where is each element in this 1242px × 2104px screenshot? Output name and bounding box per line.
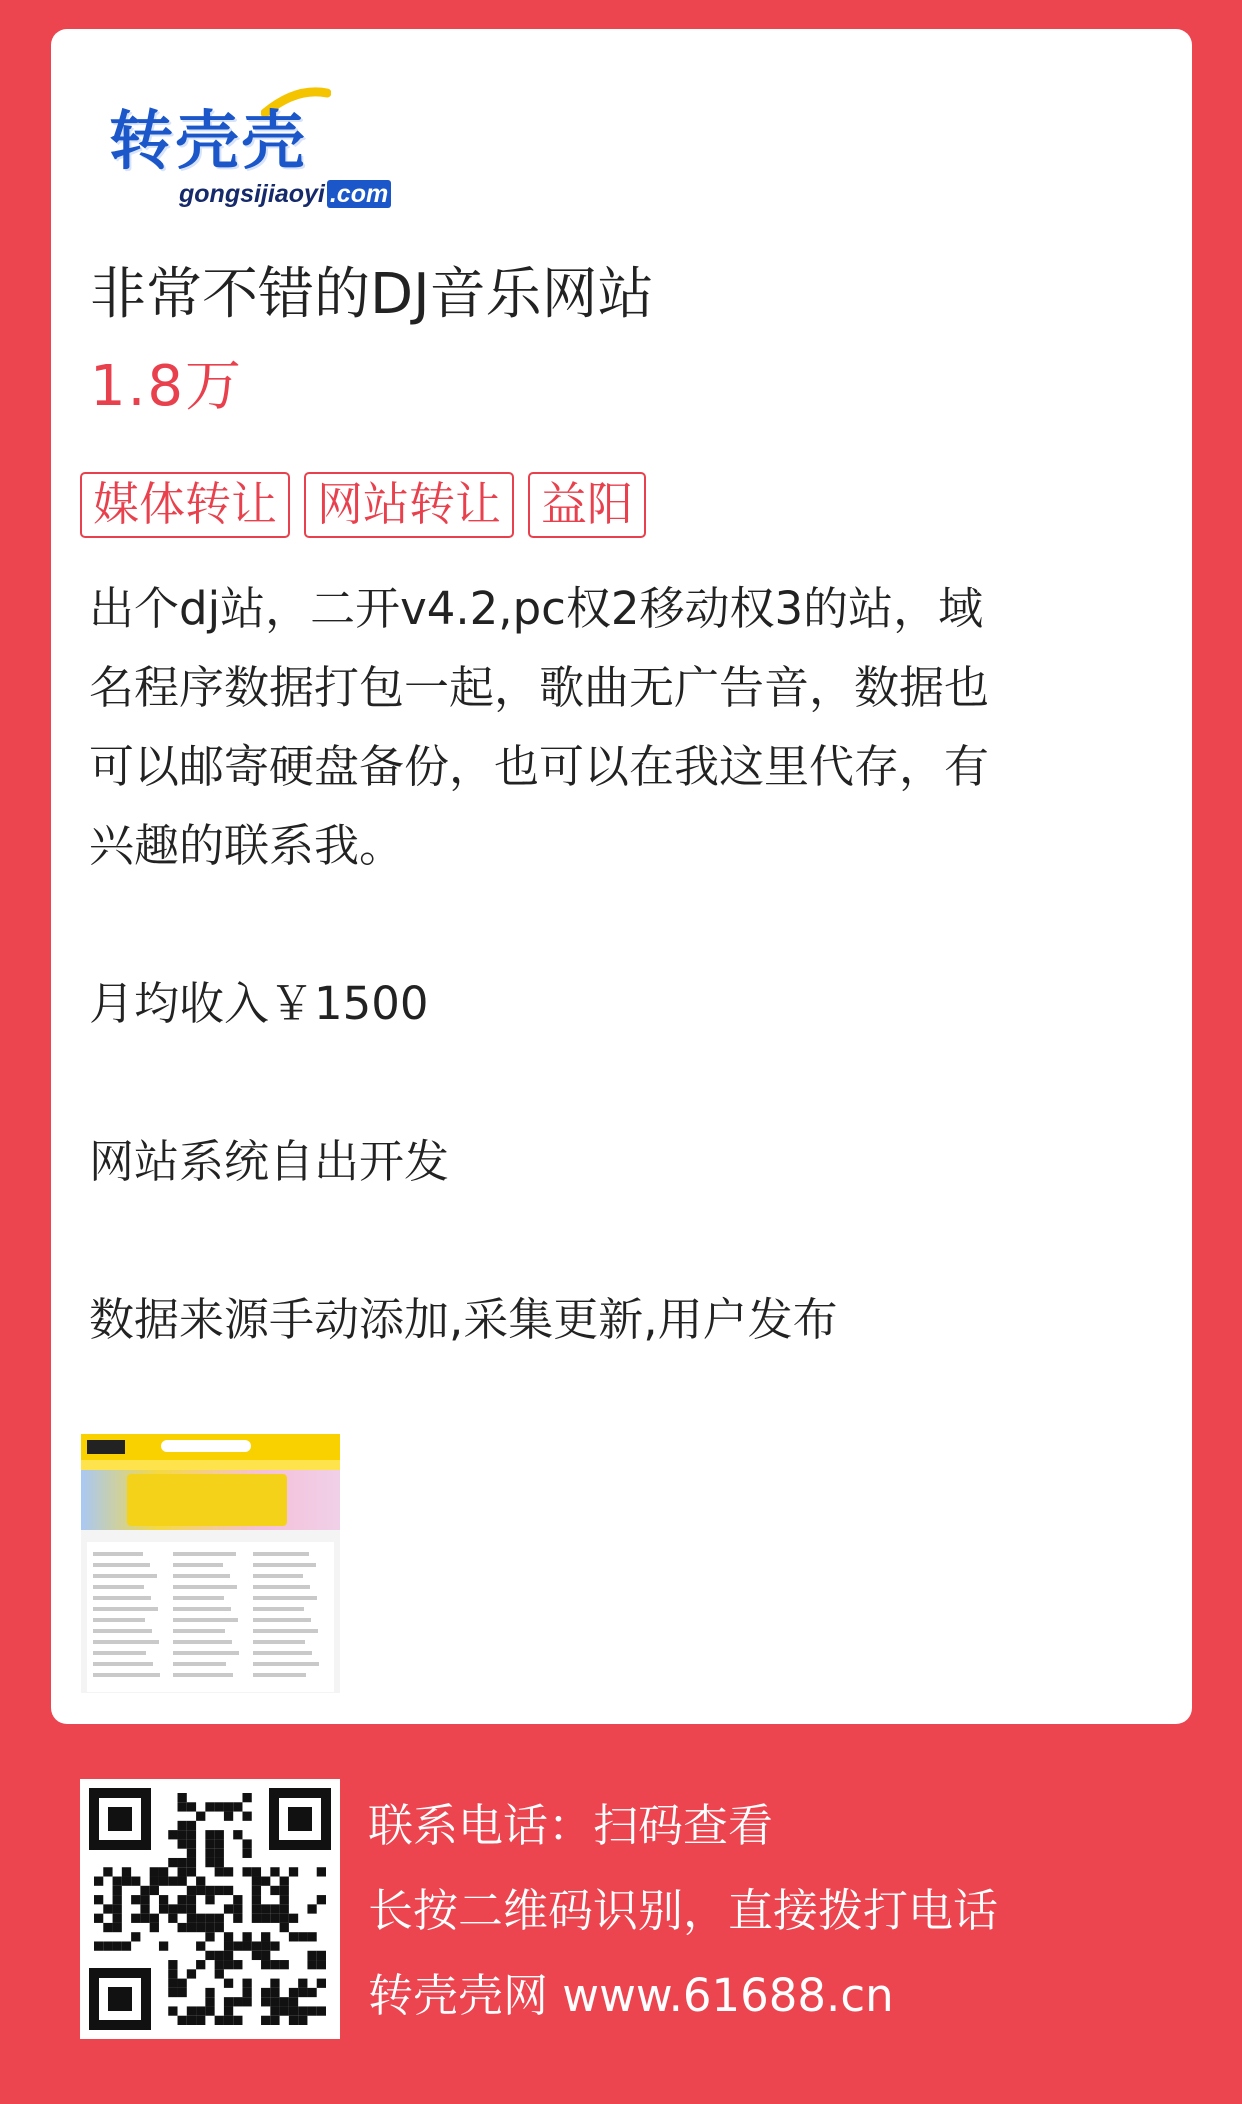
logo-domain-prefix: gongsijiaoyi <box>179 180 325 208</box>
website-screenshot-thumbnail[interactable] <box>81 1434 340 1693</box>
thumbnail-list-row <box>93 1585 144 1589</box>
thumbnail-list-row <box>253 1662 319 1666</box>
thumbnail-search-bar <box>161 1440 251 1452</box>
contact-hint: 长按二维码识别，直接拨打电话 <box>368 1884 999 1937</box>
thumbnail-list-row <box>93 1618 145 1622</box>
thumbnail-list-row <box>253 1640 305 1644</box>
logo-domain <box>179 179 391 209</box>
listing-card <box>51 29 1192 1724</box>
system-info: 网站系统自出开发 <box>89 1135 450 1188</box>
thumbnail-list-row <box>93 1574 157 1578</box>
thumbnail-list-row <box>93 1673 160 1677</box>
description-line: 可以邮寄硬盘备份，也可以在我这里代存，有 <box>89 740 990 793</box>
data-source-info: 数据来源手动添加,采集更新,用户发布 <box>89 1293 838 1346</box>
thumbnail-list-row <box>253 1596 317 1600</box>
contact-site[interactable]: 转壳壳网 www.61688.cn <box>368 1969 894 2022</box>
thumbnail-list-row <box>173 1552 236 1556</box>
logo-brand-text: 转壳壳 <box>109 105 307 179</box>
thumbnail-list-row <box>173 1673 233 1677</box>
contact-phone: 联系电话：扫码查看 <box>368 1799 774 1852</box>
thumbnail-list-row <box>253 1585 310 1589</box>
thumbnail-banner-feature <box>127 1474 287 1526</box>
description-line: 兴趣的联系我。 <box>89 819 405 872</box>
thumbnail-list-row <box>93 1640 159 1644</box>
thumbnail-list-row <box>253 1651 312 1655</box>
tag-category-website[interactable]: 网站转让 <box>304 472 514 538</box>
thumbnail-list-row <box>173 1596 224 1600</box>
thumbnail-list-row <box>93 1662 153 1666</box>
thumbnail-list-row <box>173 1618 238 1622</box>
thumbnail-list-row <box>173 1585 237 1589</box>
contact-footer <box>0 1724 1242 2104</box>
thumbnail-list-row <box>93 1629 152 1633</box>
thumbnail-list-row <box>93 1552 143 1556</box>
qr-code-icon[interactable] <box>80 1779 340 2039</box>
listing-title: 非常不错的DJ音乐网站 <box>90 262 654 327</box>
logo-domain-suffix: .com <box>327 180 391 208</box>
thumbnail-list-row <box>253 1552 309 1556</box>
thumbnail-list-row <box>173 1574 230 1578</box>
thumbnail-list-row <box>93 1563 150 1567</box>
thumbnail-list-row <box>93 1607 158 1611</box>
thumbnail-list-row <box>253 1607 304 1611</box>
thumbnail-list-row <box>173 1607 231 1611</box>
brand-logo[interactable] <box>51 29 511 229</box>
tag-location[interactable]: 益阳 <box>528 472 646 538</box>
thumbnail-list-row <box>253 1618 311 1622</box>
monthly-income: 月均收入￥1500 <box>89 977 429 1030</box>
thumbnail-list-row <box>173 1651 239 1655</box>
thumbnail-list-row <box>173 1629 225 1633</box>
listing-price: 1.8万 <box>90 354 244 419</box>
description-line: 出个dj站，二开v4.2,pc权2移动权3的站，域 <box>89 582 984 635</box>
thumbnail-logo <box>87 1440 125 1454</box>
thumbnail-list-row <box>253 1673 306 1677</box>
listing-description <box>89 569 1159 1359</box>
thumbnail-list-row <box>253 1629 318 1633</box>
tag-category-media[interactable]: 媒体转让 <box>80 472 290 538</box>
thumbnail-list-row <box>93 1596 151 1600</box>
tag-list <box>80 472 646 538</box>
thumbnail-nav <box>81 1460 340 1470</box>
thumbnail-list-row <box>253 1574 303 1578</box>
thumbnail-list-row <box>253 1563 316 1567</box>
thumbnail-list-row <box>173 1662 226 1666</box>
thumbnail-list-row <box>173 1640 232 1644</box>
thumbnail-list-row <box>93 1651 146 1655</box>
description-line: 名程序数据打包一起，歌曲无广告音，数据也 <box>89 661 990 714</box>
thumbnail-list-row <box>173 1563 223 1567</box>
